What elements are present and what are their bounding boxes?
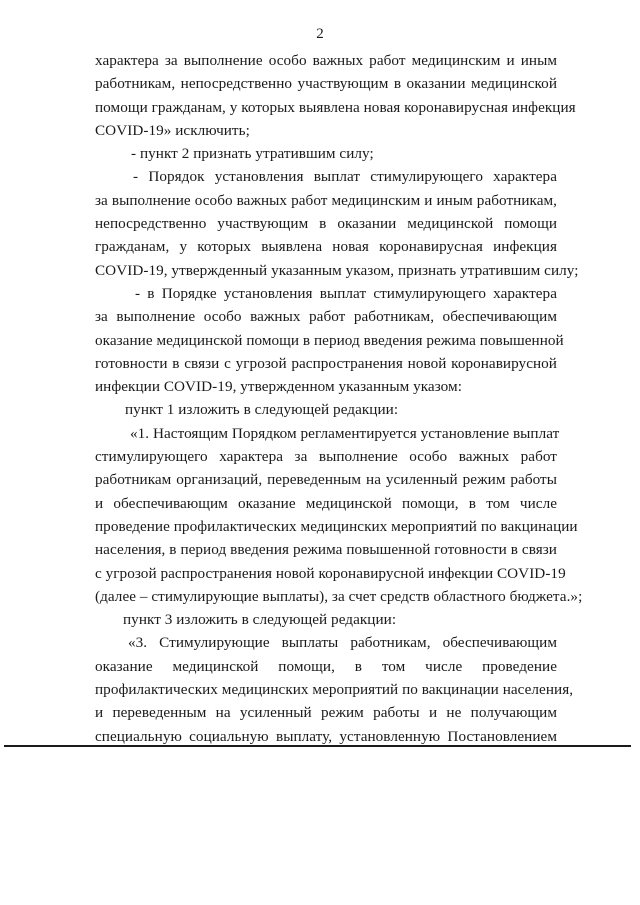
text-line: «1. Настоящим Порядком регламентируется установление выплат bbox=[130, 424, 560, 442]
text-line: инфекции COVID-19, утвержденном указанным указом: bbox=[95, 378, 462, 396]
text-line: непосредственно участвующим в оказании медицинской помощи bbox=[95, 215, 557, 233]
text-line: и обеспечивающим оказание медицинской помощи, в том числе bbox=[95, 494, 557, 512]
text-line: гражданам, у которых выявлена новая коронавирусная инфекция bbox=[95, 238, 557, 256]
text-line: за выполнение особо важных работ медицинским и иным работникам, bbox=[95, 191, 557, 209]
text-line: за выполнение особо важных работ работникам, обеспечивающим bbox=[95, 308, 557, 326]
text-line: - пункт 2 признать утратившим силу; bbox=[131, 145, 374, 163]
text-line: COVID-19» исключить; bbox=[95, 121, 250, 139]
text-line: - Порядок установления выплат стимулирующего характера bbox=[133, 168, 557, 186]
text-line: COVID-19, утвержденный указанным указом, признать утратившим силу; bbox=[95, 261, 579, 279]
text-line: пункт 3 изложить в следующей редакции: bbox=[123, 611, 397, 629]
text-line: профилактических медицинских мероприятий по вакцинации населения, bbox=[95, 681, 574, 699]
page-number: 2 bbox=[316, 26, 324, 42]
text-line: - в Порядке установления выплат стимулирующего характера bbox=[135, 284, 557, 302]
text-line: и переведенным на усиленный режим работы и не получающим bbox=[95, 704, 557, 722]
text-line: оказание медицинской помощи в период введения режима повышенной bbox=[95, 331, 564, 349]
text-line: (далее – стимулирующие выплаты), за счет средств областного бюджета.»; bbox=[95, 587, 583, 605]
text-line: работникам, непосредственно участвующим в оказании медицинской bbox=[95, 75, 557, 93]
text-line: оказание медицинской помощи, в том числе проведение bbox=[95, 657, 557, 675]
text-line: специальную социальную выплату, установленную Постановлением bbox=[95, 727, 557, 745]
document-body bbox=[95, 49, 583, 748]
footer-divider bbox=[4, 745, 631, 747]
text-line: населения, в период введения режима повышенной готовности в связи bbox=[95, 541, 557, 559]
text-line: с угрозой распространения новой коронавирусной инфекции COVID-19 bbox=[95, 564, 566, 582]
text-line: «3. Стимулирующие выплаты работникам, обеспечивающим bbox=[128, 634, 557, 652]
text-line: готовности в связи с угрозой распространения новой коронавирусной bbox=[95, 354, 557, 372]
text-line: характера за выполнение особо важных работ медицинским и иным bbox=[95, 52, 557, 69]
text-line: проведение профилактических медицинских мероприятий по вакцинации bbox=[95, 517, 578, 535]
text-line: работникам организаций, переведенным на усиленный режим работы bbox=[95, 471, 557, 489]
text-line: пункт 1 изложить в следующей редакции: bbox=[125, 401, 399, 419]
text-line: помощи гражданам, у которых выявлена новая коронавирусная инфекция bbox=[95, 98, 576, 116]
text-line: стимулирующего характера за выполнение особо важных работ bbox=[95, 448, 557, 466]
